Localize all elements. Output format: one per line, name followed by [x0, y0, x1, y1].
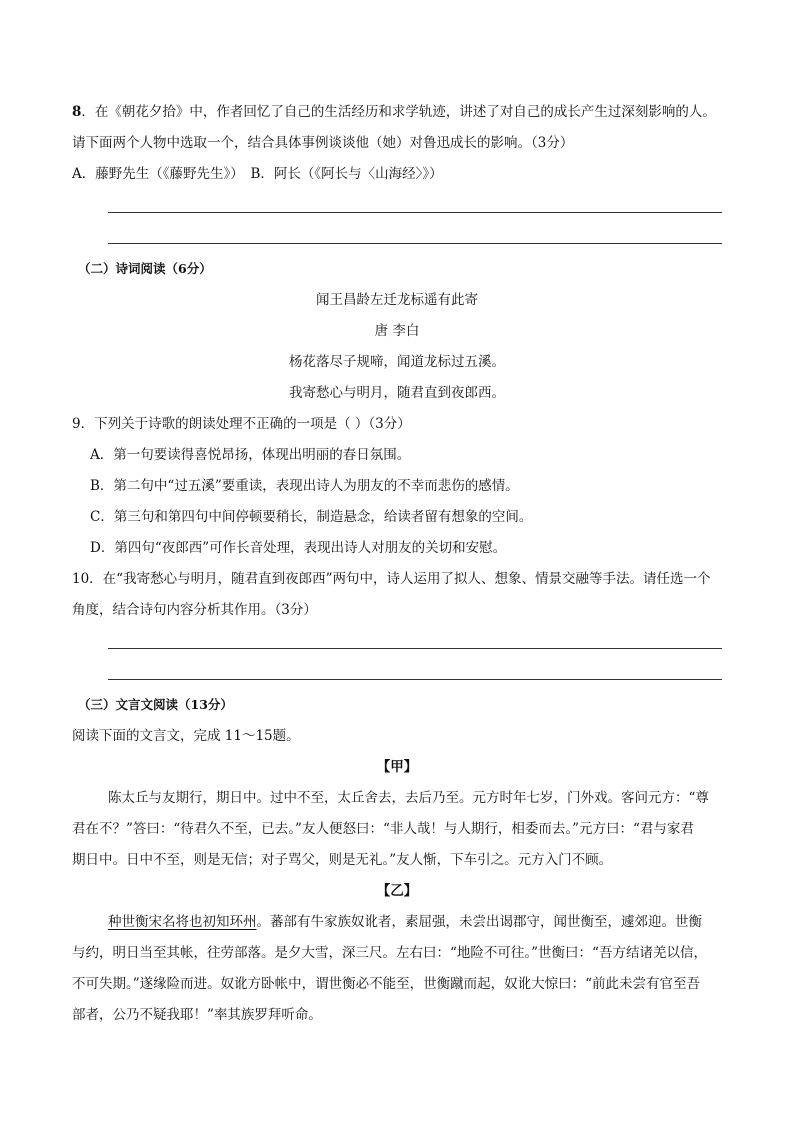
poem-author: 唐 李白: [374, 323, 420, 339]
poetry-section-heading: （二）诗词阅读（6分）: [78, 261, 212, 276]
classical-section-heading: （三）文言文阅读（13分）: [78, 697, 233, 712]
passage-yi-line-4: 部者，公乃不疑我耶！”率其族罗拜听命。: [72, 1007, 322, 1023]
poem-verse-1: 杨花落尽子规啼，闻道龙标过五溪。: [289, 354, 505, 370]
q9-option-c: C．第三句和第四句中间停顿要稍长，制造悬念，给读者留有想象的空间。: [90, 509, 533, 525]
q8-answer-line-1[interactable]: [108, 212, 722, 213]
poem-title: 闻王昌龄左迁龙标遥有此寄: [316, 292, 478, 308]
q10-answer-line-1[interactable]: [108, 648, 722, 649]
passage-jia-line-3: 期日中。日中不至，则是无信；对子骂父，则是无礼。”友人惭，下车引之。元方入门不顾。: [72, 852, 613, 868]
q9-stem: 9．下列关于诗歌的朗读处理不正确的一项是（ ）（3分）: [72, 416, 411, 432]
q10-line-2: 角度，结合诗句内容分析其作用。（3分）: [72, 602, 317, 618]
passage-yi-label: 【乙】: [376, 883, 418, 899]
q9-option-a: A．第一句要读得喜悦昂扬，体现出明丽的春日氛围。: [90, 447, 411, 463]
passage-yi-line-1: [108, 912, 723, 932]
passage-jia-line-1: 陈太丘与友期行，期日中。过中不至，太丘舍去，去后乃至。元方时年七岁，门外戏。客问元方：“尊: [108, 790, 709, 806]
q10-answer-line-2[interactable]: [108, 679, 722, 680]
q8-line-1: [72, 102, 732, 122]
q8-line-2: 请下面两个人物中选取一个，结合具体事例谈谈他（她）对鲁迅成长的影响。（3分）: [72, 135, 574, 151]
passage-yi-line-2: 与约，明日当至其帐，往劳部落。是夕大雪，深三尺。左右曰：“地险不可往。”世衡曰：“吾方结诸羌以信，: [72, 945, 707, 961]
passage-yi-line-1-rest: 。蕃部有牛家族奴讹者，素屈强，未尝出谒郡守，闻世衡至，遽郊迎。世衡: [256, 914, 702, 930]
q8-number: 8: [72, 104, 82, 120]
q8-options: A．藤野先生（《藤野先生》） B．阿长（《阿长与〈山海经〉》）: [72, 166, 443, 182]
q8-answer-line-2[interactable]: [108, 243, 722, 244]
passage-yi-underlined-sentence: 种世衡宋名将也初知环州: [108, 914, 257, 930]
passage-jia-line-2: 君在不？”答曰：“待君久不至，已去。”友人便怒曰：“非人哉！与人期行，相委而去。”元方曰：“君与家君: [72, 821, 694, 837]
q10-line-1: 10．在“我寄愁心与明月，随君直到夜郎西”两句中，诗人运用了拟人、想象、情景交融等手法。请任选一个: [72, 571, 711, 587]
classical-intro: 阅读下面的文言文，完成 11～15题。: [72, 728, 300, 744]
q9-option-b: B．第二句中“过五溪”要重读，表现出诗人为朋友的不幸而悲伤的感情。: [90, 478, 519, 494]
passage-jia-label: 【甲】: [376, 759, 418, 775]
poem-verse-2: 我寄愁心与明月，随君直到夜郎西。: [289, 385, 505, 401]
q8-text-1: ．在《朝花夕拾》中，作者回忆了自己的生活经历和求学轨迹，讲述了对自己的成长产生过深刻影响的人。: [81, 104, 716, 120]
passage-yi-line-3: 不可失期。”遂缘险而进。奴讹方卧帐中，谓世衡必不能至，世衡蹴而起，奴讹大惊曰：“前此未尝有官至吾: [72, 976, 701, 992]
q9-option-d: D．第四句“夜郎西”可作长音处理，表现出诗人对朋友的关切和安慰。: [90, 540, 507, 556]
